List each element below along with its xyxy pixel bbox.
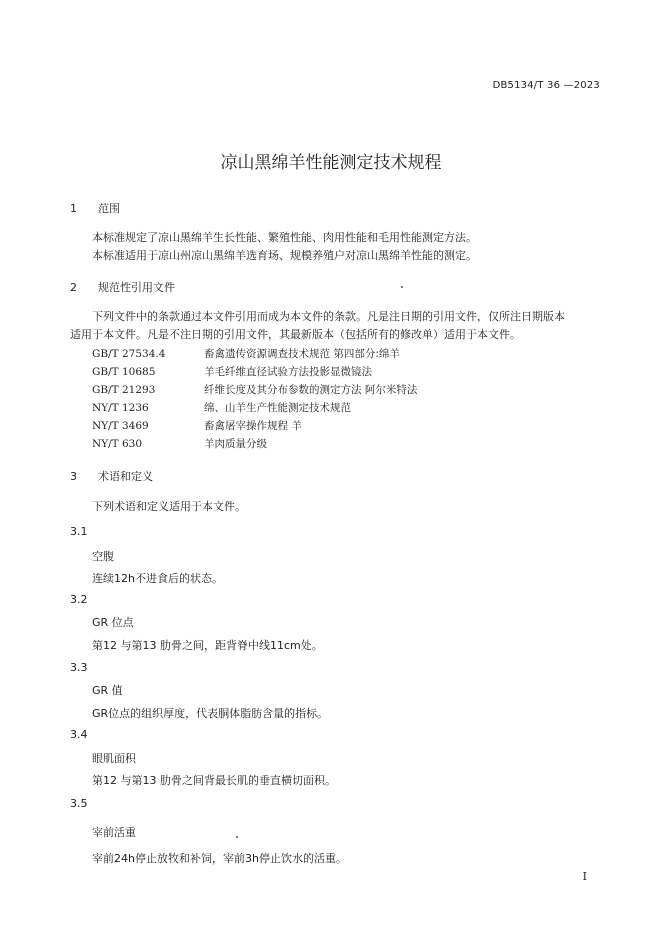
reference-item [92,435,512,453]
section-number: 2 [70,281,77,294]
reference-item [92,417,512,435]
reference-title: 羊肉质量分级 [204,438,267,450]
reference-title: 羊毛纤维直径试验方法投影显微镜法 [204,366,372,378]
reference-code: NY/T 630 [92,438,143,450]
reference-code: GB/T 21293 [92,384,156,396]
section-3-intro: 下列术语和定义适用于本文件。 [92,500,246,513]
section-1-heading [70,200,120,216]
term-name: 眼肌面积 [92,752,136,765]
reference-item [92,399,512,417]
scan-speck [401,286,403,288]
reference-code: NY/T 1236 [92,402,149,414]
term-number: 3.5 [70,797,88,810]
section-title: 术语和定义 [98,470,153,483]
reference-list [92,345,512,455]
term-name: GR 位点 [92,616,134,629]
section-number: 3 [70,470,77,483]
section-number: 1 [70,202,77,215]
section-1-paragraph-2: 本标准适用于凉山州凉山黑绵羊选育场、规模养殖户对凉山黑绵羊性能的测定。 [92,249,477,262]
reference-item [92,345,512,363]
reference-title: 纤维长度及其分布参数的测定方法 阿尔米特法 [204,384,418,396]
term-definition: 第12 与第13 肋骨之间背最长肌的垂直横切面积。 [92,774,336,787]
term-definition: 第12 与第13 肋骨之间，距背脊中线11cm处。 [92,639,323,652]
term-definition: 连续12h不进食后的状态。 [92,572,223,585]
term-number: 3.1 [70,525,88,538]
term-name: GR 值 [92,684,123,697]
scan-speck [236,836,238,838]
section-title: 范围 [98,202,120,215]
reference-item [92,381,512,399]
reference-title: 绵、山羊生产性能测定技术规范 [204,402,351,414]
reference-code: GB/T 10685 [92,366,156,378]
term-definition: GR位点的组织厚度，代表胴体脂肪含量的指标。 [92,707,329,720]
reference-item [92,363,512,381]
term-definition: 宰前24h停止放牧和补饲，宰前3h停止饮水的活重。 [92,852,347,865]
section-2-intro-line-1: 下列文件中的条款通过本文件引用而成为本文件的条款。凡是注日期的引用文件，仅所注日期版本 [92,310,565,323]
page-number: I [582,870,587,883]
reference-title: 畜禽遗传资源调查技术规范 第四部分:绵羊 [204,348,400,360]
document-title: 凉山黑绵羊性能测定技术规程 [220,153,442,173]
section-title: 规范性引用文件 [98,281,175,294]
term-name: 空腹 [92,550,114,563]
reference-code: GB/T 27534.4 [92,348,166,360]
reference-code: NY/T 3469 [92,420,149,432]
section-2-intro-line-2: 适用于本文件。凡是不注日期的引用文件，其最新版本（包括所有的修改单）适用于本文件。 [70,328,521,341]
term-name: 宰前活重 [92,826,136,839]
section-3-heading [70,468,153,484]
document-code: DB5134/T 36 —2023 [492,80,600,91]
reference-title: 畜禽屠宰操作规程 羊 [204,420,302,432]
section-2-heading [70,279,175,295]
term-number: 3.3 [70,661,88,674]
section-1-paragraph-1: 本标准规定了凉山黑绵羊生长性能、繁殖性能、肉用性能和毛用性能测定方法。 [92,231,477,244]
term-number: 3.2 [70,593,88,606]
term-number: 3.4 [70,728,88,741]
